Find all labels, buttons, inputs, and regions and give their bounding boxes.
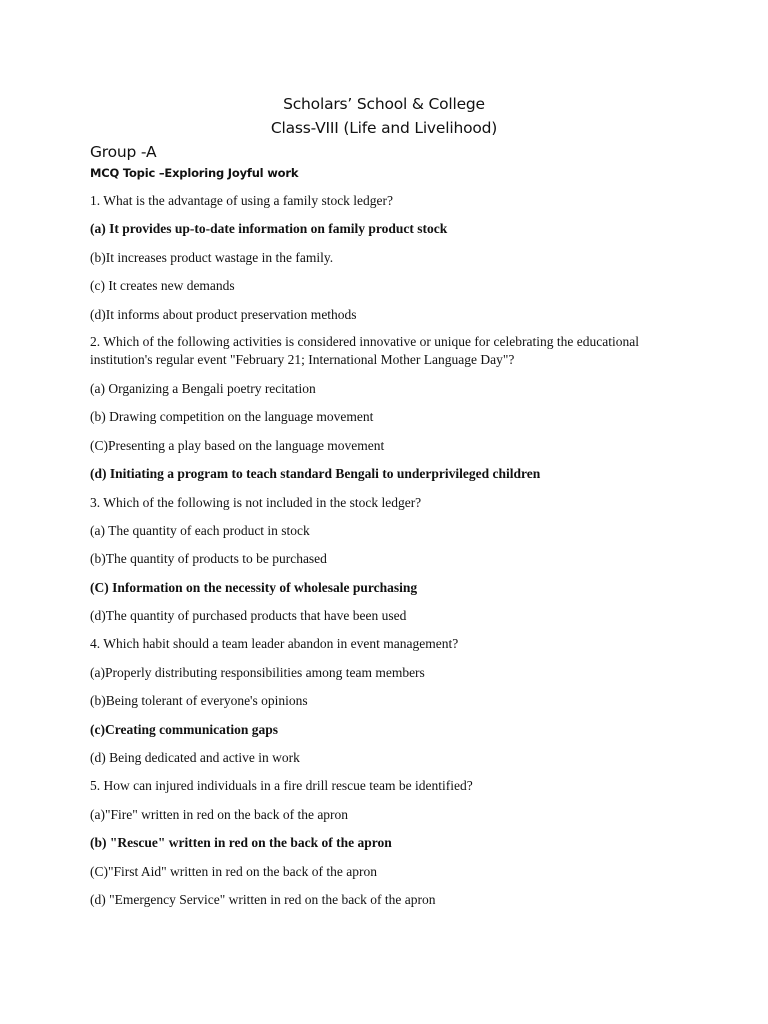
question-5: 5. How can injured individuals in a fire drill rescue team be identified?: [90, 778, 473, 794]
option: (a)"Fire" written in red on the back of the apron: [90, 806, 349, 822]
option: (d) Being dedicated and active in work: [90, 750, 300, 766]
answer-option: (a) It provides up-to-date information on family product stock: [90, 221, 448, 237]
answer-option: (C) Information on the necessity of wholesale purchasing: [90, 579, 418, 595]
option: (d) "Emergency Service" written in red on the back of the apron: [90, 891, 436, 907]
option: (d)It informs about product preservation methods: [90, 306, 357, 322]
school-name: Scholars’ School & College: [283, 95, 485, 113]
option: (a) The quantity of each product in stock: [90, 522, 310, 538]
document-header: [0, 92, 768, 140]
option: (C)Presenting a play based on the language movement: [90, 437, 385, 453]
answer-option: (c)Creating communication gaps: [90, 721, 278, 737]
option: (c) It creates new demands: [90, 278, 235, 294]
question-1: 1. What is the advantage of using a family stock ledger?: [90, 193, 394, 208]
question-2: 2. Which of the following activities is considered innovative or unique for celebrating the educational institution's regular event "February 21; International Mother Language Day"?: [90, 333, 639, 367]
mcq-list: [90, 191, 690, 918]
option: (b)The quantity of products to be purchased: [90, 551, 327, 567]
answer-option: (d) Initiating a program to teach standard Bengali to underprivileged children: [90, 466, 541, 482]
answer-option: (b) "Rescue" written in red on the back of the apron: [90, 835, 392, 851]
option: (C)"First Aid" written in red on the back of the apron: [90, 863, 377, 879]
option: (b) Drawing competition on the language movement: [90, 409, 374, 425]
question-4: 4. Which habit should a team leader abandon in event management?: [90, 636, 459, 652]
option: (a)Properly distributing responsibilities among team members: [90, 664, 425, 680]
option: (b)Being tolerant of everyone's opinions: [90, 693, 308, 709]
option: (d)The quantity of purchased products that have been used: [90, 608, 407, 624]
question-3: 3. Which of the following is not included in the stock ledger?: [90, 494, 422, 510]
option: (b)It increases product wastage in the family.: [90, 249, 334, 265]
class-name: Class-VIII (Life and Livelihood): [270, 119, 498, 137]
topic-title: MCQ Topic –Exploring Joyful work: [90, 166, 299, 180]
group-title: Group -A: [90, 143, 157, 161]
option: (a) Organizing a Bengali poetry recitation: [90, 380, 316, 396]
